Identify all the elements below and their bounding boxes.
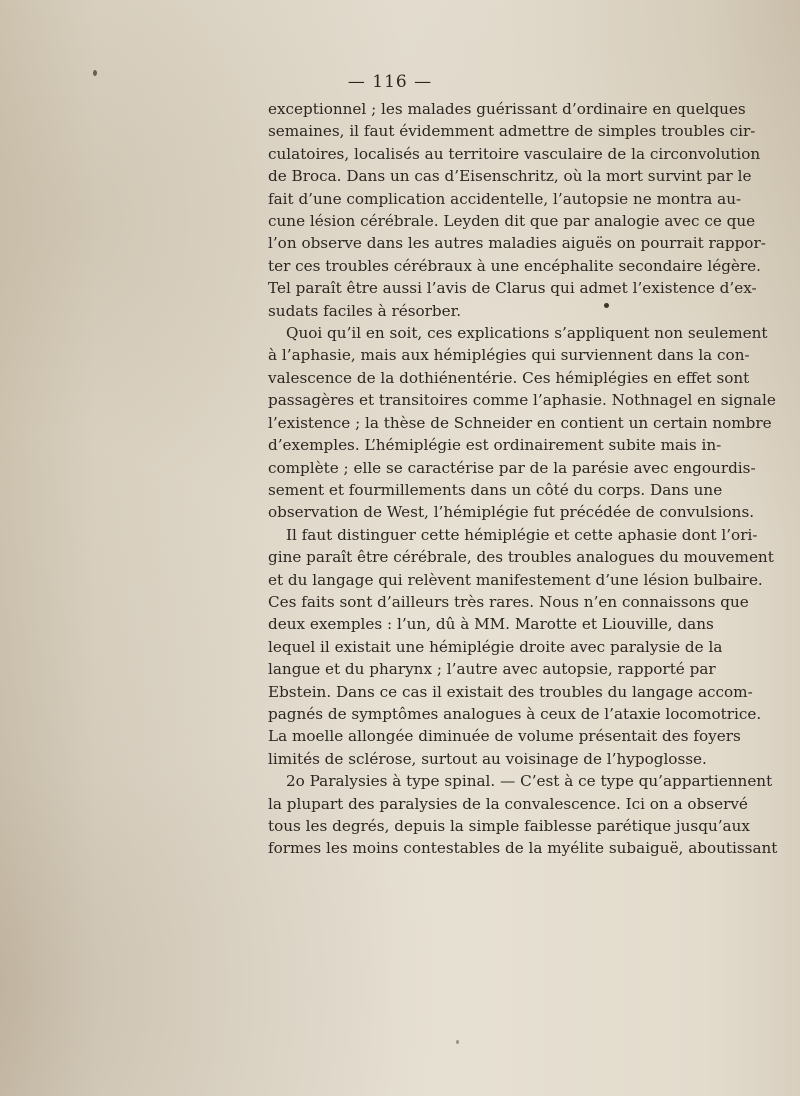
text-line: l’on observe dans les autres maladies aiguës on pourrait rappor- <box>268 234 766 253</box>
text-line: la plupart des paralysies de la convalescence. Ici on a observé <box>268 794 748 813</box>
text-line: tous les degrés, depuis la simple faiblesse parétique jusqu’aux <box>268 817 750 835</box>
text-line: cune lésion cérébrale. Leyden dit que par analogie avec ce que <box>268 212 756 231</box>
body-text <box>268 98 778 860</box>
text-line: valescence de la dothiénentérie. Ces hémiplégies en effet sont <box>268 368 750 387</box>
text-line: deux exemples : l’un, dû à MM. Marotte et Liouville, dans <box>268 615 714 634</box>
text-line: sudats faciles à résorber. <box>268 301 462 320</box>
text-line: Il faut distinguer cette hémiplégie et cette aphasie dont l’ori- <box>286 525 758 544</box>
paper-speck <box>93 70 97 76</box>
page-number: — 116 — <box>347 72 433 92</box>
ink-dot <box>604 303 609 308</box>
text-line: langue et du pharynx ; l’autre avec autopsie, rapporté par <box>268 660 716 679</box>
text-line: pagnés de symptômes analogues à ceux de l’ataxie locomotrice. <box>268 704 762 723</box>
text-line: lequel il existait une hémiplégie droite avec paralysie de la <box>268 637 723 656</box>
text-line: observation de West, l’hémiplégie fut précédée de convulsions. <box>268 503 755 522</box>
text-line: d’exemples. L’hémiplégie est ordinairement subite mais in- <box>268 436 722 455</box>
text-line: fait d’une complication accidentelle, l’autopsie ne montra au- <box>268 189 742 208</box>
text-line: ter ces troubles cérébraux à une encéphalite secondaire légère. <box>268 256 761 275</box>
paper-speck <box>456 1040 459 1044</box>
text-line: et du langage qui relèvent manifestement d’une lésion bulbaire. <box>268 570 763 589</box>
paragraph <box>268 524 774 770</box>
text-line: Ces faits sont d’ailleurs très rares. Nous n’en connaissons que <box>268 592 749 611</box>
paragraph <box>268 98 766 322</box>
text-line: à l’aphasie, mais aux hémiplégies qui surviennent dans la con- <box>268 346 750 365</box>
text-line: La moelle allongée diminuée de volume présentait des foyers <box>268 727 741 746</box>
text-line: Tel paraît être aussi l’avis de Clarus qui admet l’existence d’ex- <box>268 279 757 298</box>
text-line: l’existence ; la thèse de Schneider en contient un certain nombre <box>268 413 772 432</box>
text-line: 2o Paralysies à type spinal. — C’est à ce type qu’appartiennent <box>286 772 773 791</box>
text-line: passagères et transitoires comme l’aphasie. Nothnagel en signale <box>268 391 776 410</box>
text-line: semaines, il faut évidemment admettre de simples troubles cir- <box>268 122 756 141</box>
text-line: limités de sclérose, surtout au voisinage de l’hypoglosse. <box>268 749 707 768</box>
text-line: Quoi qu’il en soit, ces explications s’appliquent non seulement <box>286 324 768 343</box>
text-line: sement et fourmillements dans un côté du corps. Dans une <box>268 480 723 499</box>
text-line: de Broca. Dans un cas d’Eisenschritz, où la mort survint par le <box>268 167 752 186</box>
paragraph <box>268 322 776 524</box>
text-line: culatoires, localisés au territoire vasculaire de la circonvolution <box>268 144 761 163</box>
text-line: formes les moins contestables de la myélite subaiguë, aboutissant <box>268 839 778 858</box>
text-line: Ebstein. Dans ce cas il existait des troubles du langage accom- <box>268 682 753 701</box>
text-line: exceptionnel ; les malades guérissant d’ordinaire en quelques <box>268 100 746 118</box>
paragraph <box>268 770 778 860</box>
text-line: gine paraît être cérébrale, des troubles analogues du mouvement <box>268 548 774 567</box>
text-line: complète ; elle se caractérise par de la parésie avec engourdis- <box>268 458 756 477</box>
